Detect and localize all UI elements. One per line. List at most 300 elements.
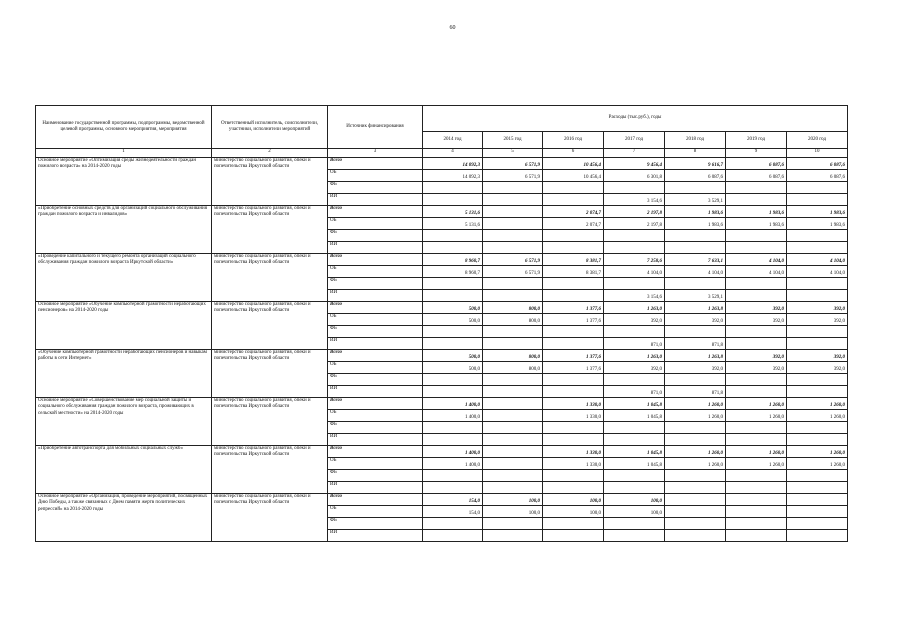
amount-cell: 4 104,0 <box>665 266 726 278</box>
amount-cell <box>787 182 848 194</box>
column-number: 7 <box>604 149 665 158</box>
table-header <box>36 106 848 158</box>
amount-cell <box>483 458 543 470</box>
amount-cell <box>787 242 848 254</box>
column-number: 1 <box>36 149 212 158</box>
amount-cell <box>787 494 848 506</box>
source-label-cell: ФБ <box>328 230 423 242</box>
amount-cell <box>787 374 848 386</box>
source-label-cell: ИИ <box>328 386 423 398</box>
amount-cell: 800,0 <box>483 302 543 314</box>
budget-table <box>35 105 848 542</box>
amount-cell: 6 087,6 <box>726 170 787 182</box>
amount-cell: 871,8 <box>665 386 726 398</box>
amount-cell: 800,0 <box>483 314 543 326</box>
amount-cell <box>604 422 665 434</box>
amount-cell: 800,0 <box>483 350 543 362</box>
amount-cell: 6 571,9 <box>483 266 543 278</box>
amount-cell <box>726 230 787 242</box>
amount-cell: 8 381,7 <box>543 266 604 278</box>
amount-cell: 1 983,6 <box>726 206 787 218</box>
amount-cell: 1 260,0 <box>787 446 848 458</box>
amount-cell: 14 092,3 <box>423 158 483 170</box>
amount-cell <box>726 182 787 194</box>
amount-cell: 6 571,9 <box>483 170 543 182</box>
amount-cell: 1 377,6 <box>543 350 604 362</box>
amount-cell <box>726 482 787 494</box>
amount-cell: 100,0 <box>604 506 665 518</box>
amount-cell: 2 074,7 <box>543 206 604 218</box>
amount-cell: 392,0 <box>787 362 848 374</box>
amount-cell: 100,0 <box>483 506 543 518</box>
amount-cell <box>423 182 483 194</box>
page-number: 60 <box>449 25 456 31</box>
source-label-cell: Всего <box>328 302 423 314</box>
amount-cell <box>483 374 543 386</box>
executor-cell: министерство социального развития, опеки и попечительства Иркутской области <box>212 398 328 446</box>
amount-cell: 1 045,8 <box>604 398 665 410</box>
source-label-cell: Всего <box>328 398 423 410</box>
amount-cell: 1 260,0 <box>726 458 787 470</box>
amount-cell: 392,0 <box>787 302 848 314</box>
amount-cell <box>543 470 604 482</box>
amount-cell: 392,0 <box>787 314 848 326</box>
amount-cell <box>604 278 665 290</box>
amount-cell <box>483 326 543 338</box>
column-number: 2 <box>212 149 328 158</box>
amount-cell: 1 260,0 <box>665 458 726 470</box>
source-label-cell: Всего <box>328 158 423 170</box>
source-label-cell: Всего <box>328 206 423 218</box>
header-expenses: Расходы (тыс.руб.), годы <box>423 106 848 132</box>
amount-cell <box>543 278 604 290</box>
amount-cell: 2 197,8 <box>604 218 665 230</box>
amount-cell <box>787 506 848 518</box>
source-label-cell: ФБ <box>328 422 423 434</box>
amount-cell <box>483 410 543 422</box>
amount-cell <box>423 530 483 542</box>
amount-cell: 1 260,0 <box>787 398 848 410</box>
amount-cell <box>665 530 726 542</box>
program-name-cell: Основное мероприятие «Обучение компьютерной грамотности неработающих пенсионеров» на 2014-2020 годы <box>36 302 212 350</box>
amount-cell <box>665 182 726 194</box>
source-label-cell: ОБ <box>328 362 423 374</box>
table-row <box>36 302 848 314</box>
amount-cell: 1 260,0 <box>787 458 848 470</box>
amount-cell <box>665 230 726 242</box>
amount-cell: 9 616,7 <box>665 158 726 170</box>
amount-cell <box>543 338 604 350</box>
amount-cell: 800,0 <box>483 362 543 374</box>
source-label-cell: ОБ <box>328 506 423 518</box>
amount-cell: 5 131,6 <box>423 206 483 218</box>
amount-cell <box>787 470 848 482</box>
amount-cell <box>423 422 483 434</box>
amount-cell: 4 104,0 <box>787 266 848 278</box>
amount-cell <box>665 422 726 434</box>
column-number: 3 <box>328 149 423 158</box>
amount-cell: 1 260,0 <box>665 446 726 458</box>
amount-cell: 392,0 <box>665 362 726 374</box>
amount-cell: 1 400,0 <box>423 410 483 422</box>
amount-cell <box>483 530 543 542</box>
table-row <box>36 158 848 170</box>
amount-cell: 500,0 <box>423 314 483 326</box>
amount-cell: 871,0 <box>604 386 665 398</box>
amount-cell <box>543 434 604 446</box>
amount-cell: 3 154,6 <box>604 194 665 206</box>
amount-cell <box>483 482 543 494</box>
source-label-cell: ИИ <box>328 338 423 350</box>
column-number: 6 <box>543 149 604 158</box>
source-label-cell: ФБ <box>328 326 423 338</box>
source-label-cell: Всего <box>328 350 423 362</box>
amount-cell <box>726 194 787 206</box>
header-year: 2015 год <box>483 132 543 149</box>
header-year: 2018 год <box>665 132 726 149</box>
amount-cell: 4 104,0 <box>726 254 787 266</box>
source-label-cell: Всего <box>328 254 423 266</box>
amount-cell <box>787 230 848 242</box>
amount-cell: 392,0 <box>726 362 787 374</box>
program-name-cell: Основное мероприятие «Совершенствование мер социальной защиты и социального обслуживания граждан пожилого возраста, проживающих в сельской местности» на 2014-2020 годы <box>36 398 212 446</box>
amount-cell <box>726 434 787 446</box>
amount-cell <box>665 278 726 290</box>
amount-cell: 14 092,3 <box>423 170 483 182</box>
amount-cell <box>423 326 483 338</box>
amount-cell <box>423 386 483 398</box>
amount-cell <box>665 374 726 386</box>
column-number: 5 <box>483 149 543 158</box>
amount-cell <box>726 422 787 434</box>
amount-cell: 6 571,9 <box>483 254 543 266</box>
executor-cell: министерство социального развития, опеки и попечительства Иркутской области <box>212 350 328 398</box>
amount-cell <box>483 398 543 410</box>
column-number: 10 <box>787 149 848 158</box>
amount-cell <box>604 242 665 254</box>
amount-cell <box>483 182 543 194</box>
source-label-cell: ИИ <box>328 482 423 494</box>
amount-cell: 1 330,0 <box>543 398 604 410</box>
amount-cell: 392,0 <box>726 302 787 314</box>
amount-cell <box>543 374 604 386</box>
amount-cell <box>423 374 483 386</box>
amount-cell <box>423 338 483 350</box>
amount-cell <box>604 434 665 446</box>
amount-cell <box>787 290 848 302</box>
amount-cell: 8 960,7 <box>423 266 483 278</box>
amount-cell <box>423 242 483 254</box>
amount-cell: 3 154,6 <box>604 290 665 302</box>
amount-cell: 1 400,0 <box>423 458 483 470</box>
amount-cell: 871,8 <box>665 338 726 350</box>
amount-cell: 500,0 <box>423 362 483 374</box>
amount-cell: 6 571,9 <box>483 158 543 170</box>
amount-cell <box>726 530 787 542</box>
source-label-cell: ИИ <box>328 242 423 254</box>
executor-cell: министерство социального развития, опеки и попечительства Иркутской области <box>212 254 328 302</box>
amount-cell: 1 263,8 <box>665 350 726 362</box>
amount-cell: 4 104,0 <box>787 254 848 266</box>
amount-cell: 500,0 <box>423 302 483 314</box>
amount-cell: 6 087,6 <box>787 158 848 170</box>
amount-cell <box>787 422 848 434</box>
amount-cell: 10 456,4 <box>543 158 604 170</box>
source-label-cell: ОБ <box>328 266 423 278</box>
amount-cell <box>483 518 543 530</box>
amount-cell: 1 377,6 <box>543 314 604 326</box>
amount-cell: 1 983,6 <box>787 218 848 230</box>
source-label-cell: Всего <box>328 494 423 506</box>
source-label-cell: Всего <box>328 446 423 458</box>
table-row <box>36 254 848 266</box>
amount-cell <box>787 278 848 290</box>
amount-cell <box>665 518 726 530</box>
executor-cell: министерство социального развития, опеки и попечительства Иркутской области <box>212 446 328 494</box>
executor-cell: министерство социального развития, опеки и попечительства Иркутской области <box>212 494 328 542</box>
amount-cell: 1 377,6 <box>543 362 604 374</box>
source-label-cell: ФБ <box>328 278 423 290</box>
amount-cell: 100,0 <box>543 506 604 518</box>
amount-cell: 1 263,0 <box>604 350 665 362</box>
amount-cell <box>483 290 543 302</box>
amount-cell: 5 131,6 <box>423 218 483 230</box>
amount-cell <box>423 278 483 290</box>
amount-cell: 392,0 <box>726 350 787 362</box>
amount-cell: 392,0 <box>604 362 665 374</box>
amount-cell <box>423 194 483 206</box>
header-year: 2014 год <box>423 132 483 149</box>
amount-cell: 154,0 <box>423 506 483 518</box>
amount-cell: 392,0 <box>726 314 787 326</box>
amount-cell <box>604 326 665 338</box>
amount-cell <box>483 218 543 230</box>
amount-cell: 2 074,7 <box>543 218 604 230</box>
executor-cell: министерство социального развития, опеки и попечительства Иркутской области <box>212 206 328 254</box>
table-row <box>36 398 848 410</box>
amount-cell: 1 263,8 <box>665 302 726 314</box>
amount-cell <box>604 530 665 542</box>
source-label-cell: ИИ <box>328 434 423 446</box>
amount-cell <box>423 482 483 494</box>
amount-cell <box>787 482 848 494</box>
amount-cell: 7 258,6 <box>604 254 665 266</box>
amount-cell: 6 301,8 <box>604 170 665 182</box>
amount-cell: 1 260,0 <box>726 398 787 410</box>
amount-cell <box>543 326 604 338</box>
amount-cell: 1 330,0 <box>543 458 604 470</box>
table-row <box>36 206 848 218</box>
source-label-cell: ОБ <box>328 218 423 230</box>
amount-cell <box>483 242 543 254</box>
amount-cell: 4 104,0 <box>604 266 665 278</box>
amount-cell: 6 087,6 <box>726 158 787 170</box>
executor-cell: министерство социального развития, опеки и попечительства Иркутской области <box>212 158 328 206</box>
amount-cell <box>787 386 848 398</box>
header-source-column: Источник финансирования <box>328 106 423 149</box>
amount-cell: 8 960,7 <box>423 254 483 266</box>
amount-cell: 871,0 <box>604 338 665 350</box>
amount-cell <box>543 230 604 242</box>
amount-cell <box>483 338 543 350</box>
amount-cell <box>543 194 604 206</box>
amount-cell: 1 400,0 <box>423 398 483 410</box>
amount-cell: 3 529,1 <box>665 194 726 206</box>
amount-cell: 10 456,4 <box>543 170 604 182</box>
amount-cell <box>423 470 483 482</box>
amount-cell <box>726 374 787 386</box>
amount-cell: 392,0 <box>787 350 848 362</box>
source-label-cell: ОБ <box>328 314 423 326</box>
executor-cell: министерство социального развития, опеки и попечительства Иркутской области <box>212 302 328 350</box>
program-name-cell: «Обучение компьютерной грамотности неработающих пенсионеров и навыкам работы в сети Интернет» <box>36 350 212 398</box>
amount-cell <box>543 530 604 542</box>
amount-cell: 1 330,0 <box>543 446 604 458</box>
header-executor-column: Ответственный исполнитель, соисполнители, участники, исполнители мероприятий <box>212 106 328 149</box>
amount-cell <box>543 386 604 398</box>
amount-cell: 392,0 <box>604 314 665 326</box>
header-year: 2016 год <box>543 132 604 149</box>
amount-cell <box>483 206 543 218</box>
amount-cell <box>543 518 604 530</box>
header-name-column: Наименование государственной программы, подпрограммы, ведомственной целевой программы, основного мероприятия, мероприятия <box>36 106 212 149</box>
amount-cell <box>604 182 665 194</box>
amount-cell <box>665 506 726 518</box>
amount-cell <box>787 518 848 530</box>
source-label-cell: ФБ <box>328 518 423 530</box>
amount-cell <box>787 326 848 338</box>
amount-cell <box>483 386 543 398</box>
column-number: 8 <box>665 149 726 158</box>
amount-cell <box>726 494 787 506</box>
amount-cell: 1 260,0 <box>726 410 787 422</box>
amount-cell: 9 456,4 <box>604 158 665 170</box>
amount-cell <box>423 230 483 242</box>
amount-cell <box>665 482 726 494</box>
program-name-cell: Основное мероприятие «Оптимизация среды жизнедеятельности граждан пожилого возраста» на 2014-2020 годы <box>36 158 212 206</box>
amount-cell: 1 260,0 <box>665 410 726 422</box>
amount-cell <box>665 434 726 446</box>
amount-cell <box>787 338 848 350</box>
source-label-cell: ОБ <box>328 458 423 470</box>
amount-cell: 392,0 <box>665 314 726 326</box>
amount-cell <box>726 518 787 530</box>
amount-cell <box>483 194 543 206</box>
amount-cell <box>726 470 787 482</box>
header-year: 2017 год <box>604 132 665 149</box>
amount-cell <box>604 482 665 494</box>
amount-cell: 1 045,8 <box>604 446 665 458</box>
program-name-cell: «Проведение капитального и текущего ремонта организаций социального обслуживания граждан пожилого возраста Иркутской области» <box>36 254 212 302</box>
source-label-cell: ИИ <box>328 194 423 206</box>
amount-cell: 1 260,0 <box>665 398 726 410</box>
amount-cell: 1 045,8 <box>604 458 665 470</box>
amount-cell: 1 400,0 <box>423 446 483 458</box>
amount-cell <box>726 386 787 398</box>
amount-cell <box>483 230 543 242</box>
amount-cell: 2 197,8 <box>604 206 665 218</box>
amount-cell <box>543 182 604 194</box>
amount-cell <box>604 374 665 386</box>
amount-cell <box>665 326 726 338</box>
source-label-cell: ОБ <box>328 410 423 422</box>
amount-cell <box>787 434 848 446</box>
program-name-cell: Основное мероприятие «Организация, проведение мероприятий, посвященных Дню Победы, а также связанных с Днем памяти жертв политических репрессий» на 2014-2020 годы <box>36 494 212 542</box>
source-label-cell: ИИ <box>328 290 423 302</box>
amount-cell: 1 377,6 <box>543 302 604 314</box>
source-label-cell: ФБ <box>328 182 423 194</box>
amount-cell <box>483 434 543 446</box>
header-year: 2019 год <box>726 132 787 149</box>
amount-cell: 1 330,0 <box>543 410 604 422</box>
amount-cell: 1 983,6 <box>787 206 848 218</box>
amount-cell: 1 983,6 <box>726 218 787 230</box>
amount-cell <box>726 338 787 350</box>
amount-cell <box>726 242 787 254</box>
amount-cell <box>665 494 726 506</box>
amount-cell <box>423 434 483 446</box>
amount-cell <box>423 290 483 302</box>
amount-cell <box>787 194 848 206</box>
amount-cell: 3 529,1 <box>665 290 726 302</box>
amount-cell <box>483 422 543 434</box>
source-label-cell: ОБ <box>328 170 423 182</box>
amount-cell <box>604 518 665 530</box>
program-name-cell: «Приобретение автотранспорта для мобильных социальных служб» <box>36 446 212 494</box>
amount-cell <box>726 506 787 518</box>
amount-cell: 1 983,6 <box>665 218 726 230</box>
amount-cell: 154,0 <box>423 494 483 506</box>
amount-cell <box>483 470 543 482</box>
amount-cell: 1 983,6 <box>665 206 726 218</box>
program-name-cell: «Приобретение основных средств для организаций социального обслуживания граждан пожилого возраста и инвалидов» <box>36 206 212 254</box>
amount-cell: 7 633,1 <box>665 254 726 266</box>
amount-cell: 1 260,0 <box>726 446 787 458</box>
header-year: 2020 год <box>787 132 848 149</box>
amount-cell: 1 045,8 <box>604 410 665 422</box>
amount-cell <box>665 242 726 254</box>
source-label-cell: ФБ <box>328 470 423 482</box>
source-label-cell: ИИ <box>328 530 423 542</box>
amount-cell: 100,0 <box>604 494 665 506</box>
amount-cell <box>726 278 787 290</box>
source-label-cell: ФБ <box>328 374 423 386</box>
amount-cell <box>604 470 665 482</box>
amount-cell <box>483 446 543 458</box>
table-row <box>36 446 848 458</box>
amount-cell <box>423 518 483 530</box>
amount-cell <box>665 470 726 482</box>
amount-cell: 8 381,7 <box>543 254 604 266</box>
amount-cell: 500,0 <box>423 350 483 362</box>
amount-cell <box>726 326 787 338</box>
amount-cell <box>543 242 604 254</box>
amount-cell: 6 087,6 <box>665 170 726 182</box>
amount-cell <box>787 530 848 542</box>
table-row <box>36 494 848 506</box>
amount-cell <box>604 230 665 242</box>
amount-cell: 100,0 <box>543 494 604 506</box>
column-number: 4 <box>423 149 483 158</box>
amount-cell <box>543 482 604 494</box>
table-row <box>36 350 848 362</box>
amount-cell <box>726 290 787 302</box>
amount-cell <box>543 290 604 302</box>
amount-cell: 6 087,6 <box>787 170 848 182</box>
amount-cell: 4 104,0 <box>726 266 787 278</box>
amount-cell: 1 260,0 <box>787 410 848 422</box>
amount-cell: 100,0 <box>483 494 543 506</box>
